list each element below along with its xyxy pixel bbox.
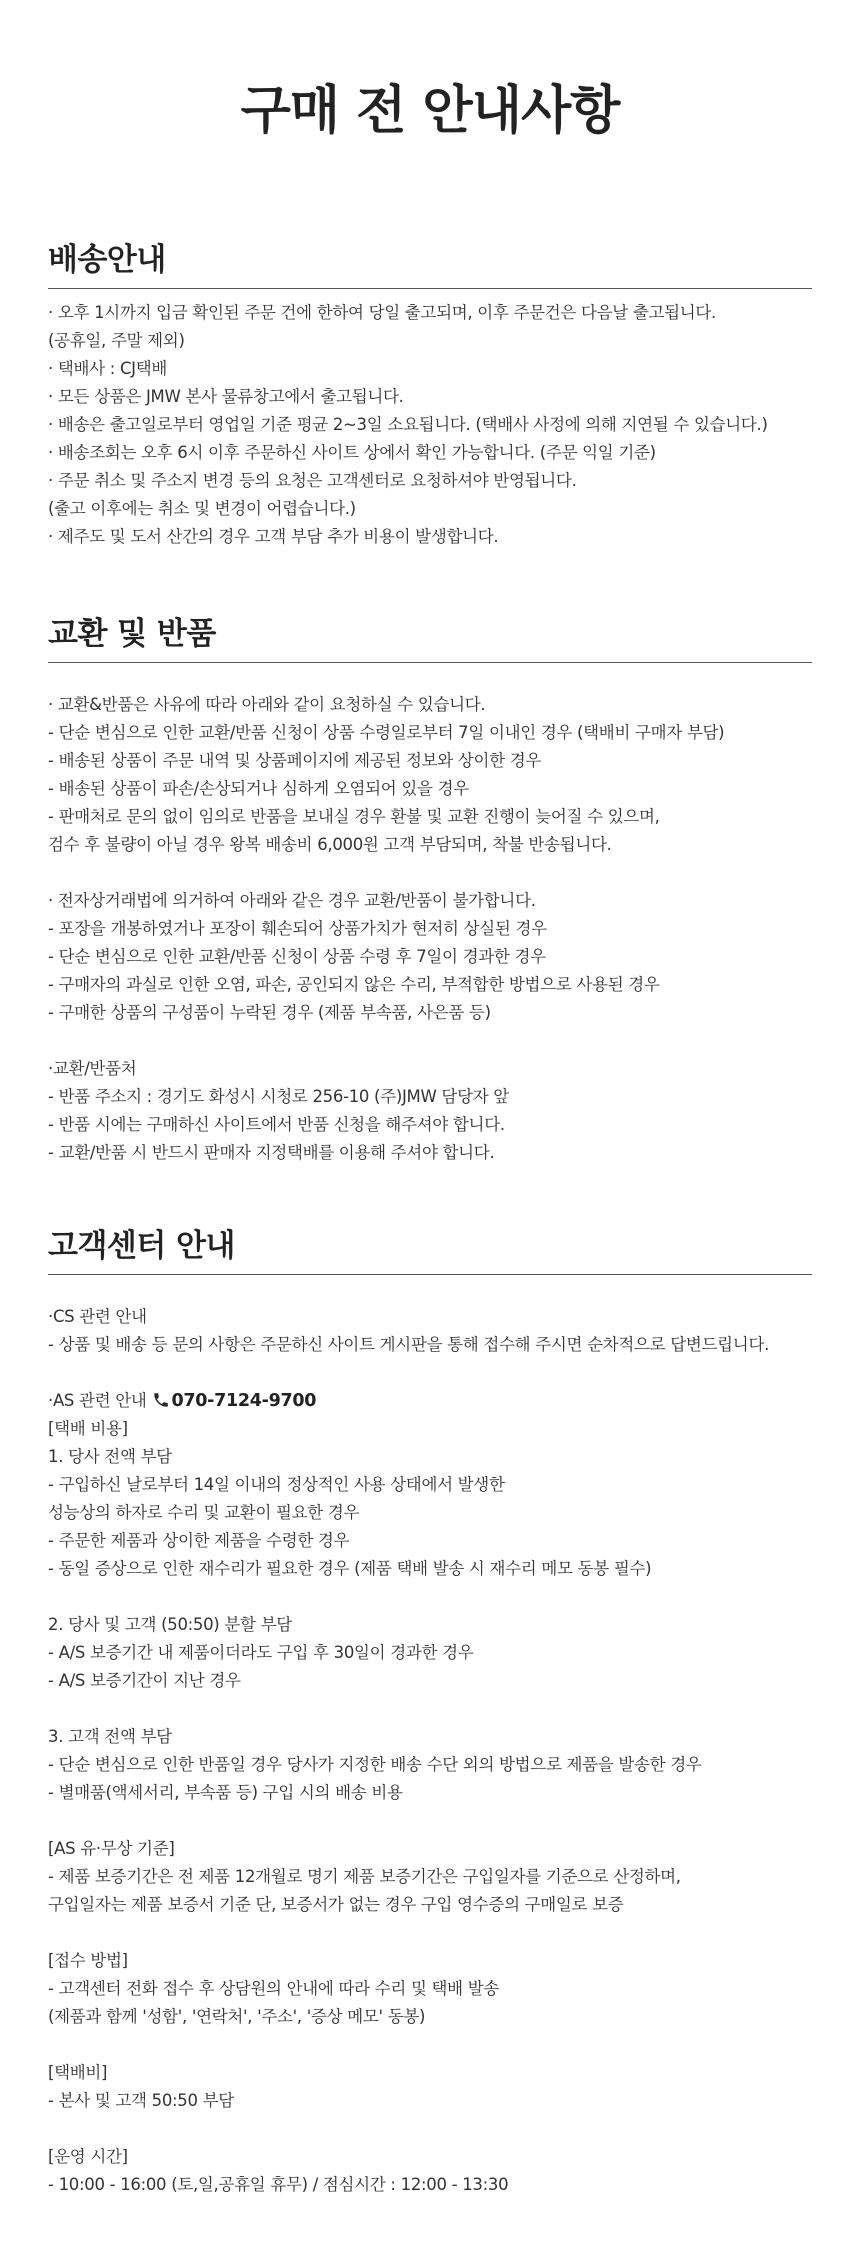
list-item: (제품과 함께 '성함', '연락처', '주소', '증상 메모' 동봉) (48, 2007, 426, 2026)
section-heading-shipping: 배송안내 (48, 238, 812, 289)
list-item: - 배송된 상품이 주문 내역 및 상품페이지에 제공된 정보와 상이한 경우 (48, 751, 541, 770)
list-item: (공휴일, 주말 제외) (48, 331, 185, 350)
list-item: ·CS 관련 안내 (48, 1307, 147, 1326)
list-item: · 전자상거래법에 의거하여 아래와 같은 경우 교환/반품이 불가합니다. (48, 891, 536, 910)
list-item: - 상품 및 배송 등 문의 사항은 주문하신 사이트 게시판을 통해 접수해 주시면 순차적으로 답변드립니다. (48, 1335, 770, 1354)
list-item: - 구매한 상품의 구성품이 누락된 경우 (제품 부속품, 사은품 등) (48, 1003, 491, 1022)
list-item: · 모든 상품은 JMW 본사 물류창고에서 출고됩니다. (48, 387, 404, 406)
section-heading-exchange-return: 교환 및 반품 (48, 612, 812, 663)
list-item: · 제주도 및 도서 산간의 경우 고객 부담 추가 비용이 발생합니다. (48, 527, 499, 546)
as-info-row (48, 1390, 316, 1412)
list-item: · 교환&반품은 사유에 따라 아래와 같이 요청하실 수 있습니다. (48, 695, 486, 714)
list-item: - 판매처로 문의 없이 임의로 반품을 보내실 경우 환불 및 교환 진행이 늦어질 수 있으며, (48, 807, 660, 826)
shipping-section (48, 238, 812, 546)
exchange-return-section (48, 612, 812, 1162)
list-item: - 단순 변심으로 인한 교환/반품 신청이 상품 수령일로부터 7일 이내인 경우 (택배비 구매자 부담) (48, 723, 725, 742)
list-item: - 제품 보증기간은 전 제품 12개월로 명기 제품 보증기간은 구입일자를 기준으로 산정하며, (48, 1867, 681, 1886)
list-item: [택배비] (48, 2063, 108, 2082)
list-item: - 별매품(액세서리, 부속품 등) 구입 시의 배송 비용 (48, 1783, 403, 1802)
list-item: 1. 당사 전액 부담 (48, 1447, 172, 1466)
phone-number: 070-7124-9700 (171, 1391, 317, 1411)
list-item: · 택배사 : CJ택배 (48, 359, 168, 378)
list-item: - 포장을 개봉하였거나 포장이 훼손되어 상품가치가 현저히 상실된 경우 (48, 919, 547, 938)
list-item: [AS 유·무상 기준] (48, 1839, 175, 1858)
list-item: - 교환/반품 시 반드시 판매자 지정택배를 이용해 주셔야 합니다. (48, 1143, 495, 1162)
list-item: [운영 시간] (48, 2147, 128, 2166)
list-item: - 본사 및 고객 50:50 부담 (48, 2091, 234, 2110)
list-item: - A/S 보증기간이 지난 경우 (48, 1671, 241, 1690)
phone-icon (152, 1390, 170, 1412)
list-item: [택배 비용] (48, 1419, 128, 1438)
list-item: - 고객센터 전화 접수 후 상담원의 안내에 따라 수리 및 택배 발송 (48, 1979, 500, 1998)
list-item: - 10:00 - 16:00 (토,일,공휴일 휴무) / 점심시간 : 12:00 - 13:30 (48, 2175, 509, 2194)
list-item: - 주문한 제품과 상이한 제품을 수령한 경우 (48, 1531, 350, 1550)
customer-center-section (48, 1224, 812, 2194)
list-item: - A/S 보증기간 내 제품이더라도 구입 후 30일이 경과한 경우 (48, 1643, 474, 1662)
list-item: - 구입하신 날로부터 14일 이내의 정상적인 사용 상태에서 발생한 (48, 1475, 505, 1494)
list-item: (출고 이후에는 취소 및 변경이 어렵습니다.) (48, 499, 356, 518)
list-item: - 단순 변심으로 인한 교환/반품 신청이 상품 수령 후 7일이 경과한 경우 (48, 947, 546, 966)
list-item: - 반품 주소지 : 경기도 화성시 시청로 256-10 (주)JMW 담당자 앞 (48, 1087, 509, 1106)
list-item: - 배송된 상품이 파손/손상되거나 심하게 오염되어 있을 경우 (48, 779, 469, 798)
list-item: - 반품 시에는 구매하신 사이트에서 반품 신청을 해주셔야 합니다. (48, 1115, 505, 1134)
list-item: - 동일 증상으로 인한 재수리가 필요한 경우 (제품 택배 발송 시 재수리 메모 동봉 필수) (48, 1559, 652, 1578)
page-title: 구매 전 안내사항 (240, 81, 620, 141)
section-heading-customer-center: 고객센터 안내 (48, 1224, 812, 1275)
list-item: ·교환/반품처 (48, 1059, 137, 1078)
list-item: · 오후 1시까지 입금 확인된 주문 건에 한하여 당일 출고되며, 이후 주문건은 다음날 출고됩니다. (48, 303, 716, 322)
list-item: 성능상의 하자로 수리 및 교환이 필요한 경우 (48, 1503, 360, 1522)
list-item: ·AS 관련 안내 (48, 1391, 147, 1410)
list-item: · 배송조회는 오후 6시 이후 주문하신 사이트 상에서 확인 가능합니다. (주문 익일 기준) (48, 443, 656, 462)
list-item: [접수 방법] (48, 1951, 128, 1970)
list-item: · 배송은 출고일로부터 영업일 기준 평균 2~3일 소요됩니다. (택배사 사정에 의해 지연될 수 있습니다.) (48, 415, 768, 434)
list-item: 3. 고객 전액 부담 (48, 1727, 172, 1746)
list-item: - 단순 변심으로 인한 반품일 경우 당사가 지정한 배송 수단 외의 방법으로 제품을 발송한 경우 (48, 1755, 702, 1774)
list-item: - 구매자의 과실로 인한 오염, 파손, 공인되지 않은 수리, 부적합한 방법으로 사용된 경우 (48, 975, 660, 994)
list-item: 2. 당사 및 고객 (50:50) 분할 부담 (48, 1615, 292, 1634)
list-item: · 주문 취소 및 주소지 변경 등의 요청은 고객센터로 요청하셔야 반영됩니다. (48, 471, 577, 490)
list-item: 구입일자는 제품 보증서 기준 단, 보증서가 없는 경우 구입 영수증의 구매일로 보증 (48, 1895, 624, 1914)
list-item: 검수 후 불량이 아닐 경우 왕복 배송비 6,000원 고객 부담되며, 착불 반송됩니다. (48, 835, 612, 854)
